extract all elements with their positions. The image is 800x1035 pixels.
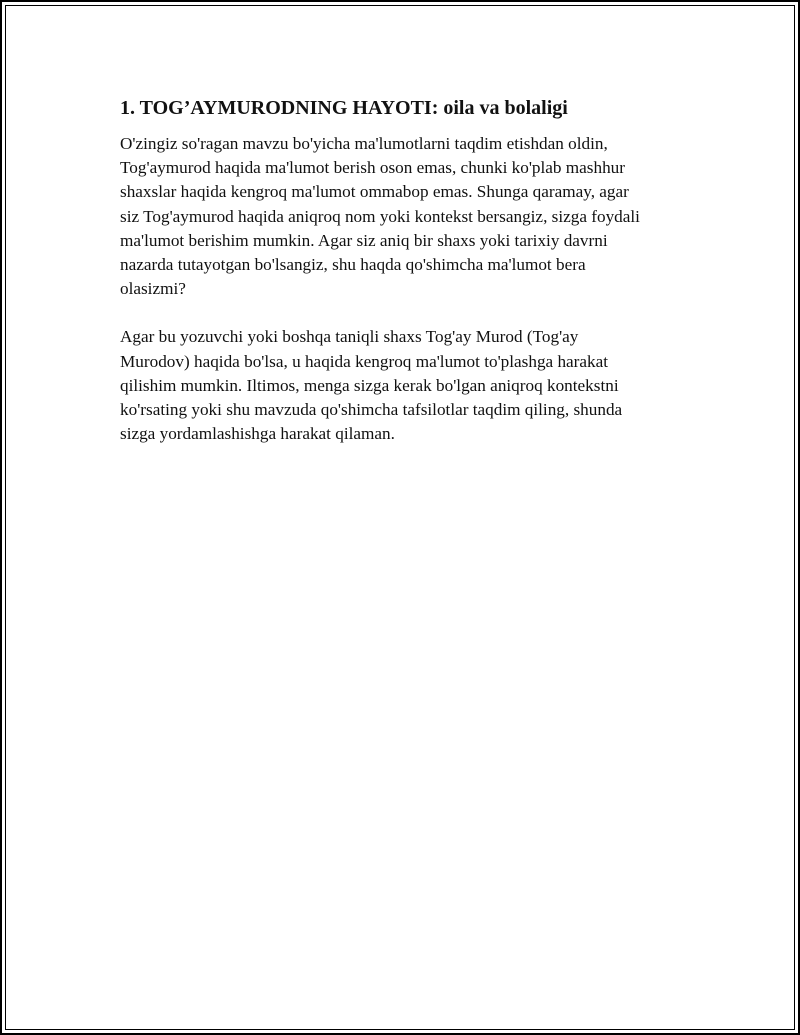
section-heading: 1. TOG’AYMURODNING HAYOTI: oila va bolaligi: [120, 97, 568, 119]
document-body: [120, 94, 690, 446]
paragraph-1: O'zingiz so'ragan mavzu bo'yicha ma'lumotlarni taqdim etishdan oldin, Tog'aymurod haqida ma'lumot berish oson emas, chunki ko'plab mashhur shaxslar haqida kengroq ma'lumot ommabop emas. Shunga qaramay, agar siz Tog'aymurod haqida aniqroq nom yoki kontekst bersangiz, sizga foydali ma'lumot berishim mumkin. Agar siz aniq bir shaxs yoki tarixiy davrni nazarda tutayotgan bo'lsangiz, shu haqda qo'shimcha ma'lumot bera olasizmi?: [120, 134, 640, 299]
paragraph-2: Agar bu yozuvchi yoki boshqa taniqli shaxs Tog'ay Murod (Tog'ay Murodov) haqida bo'lsa, u haqida kengroq ma'lumot to'plashga harakat qilishim mumkin. Iltimos, menga sizga kerak bo'lgan aniqroq kontekstni ko'rsating yoki shu mavzuda qo'shimcha tafsilotlar taqdim qiling, shunda sizga yordamlashishga harakat qilaman.: [120, 327, 623, 444]
